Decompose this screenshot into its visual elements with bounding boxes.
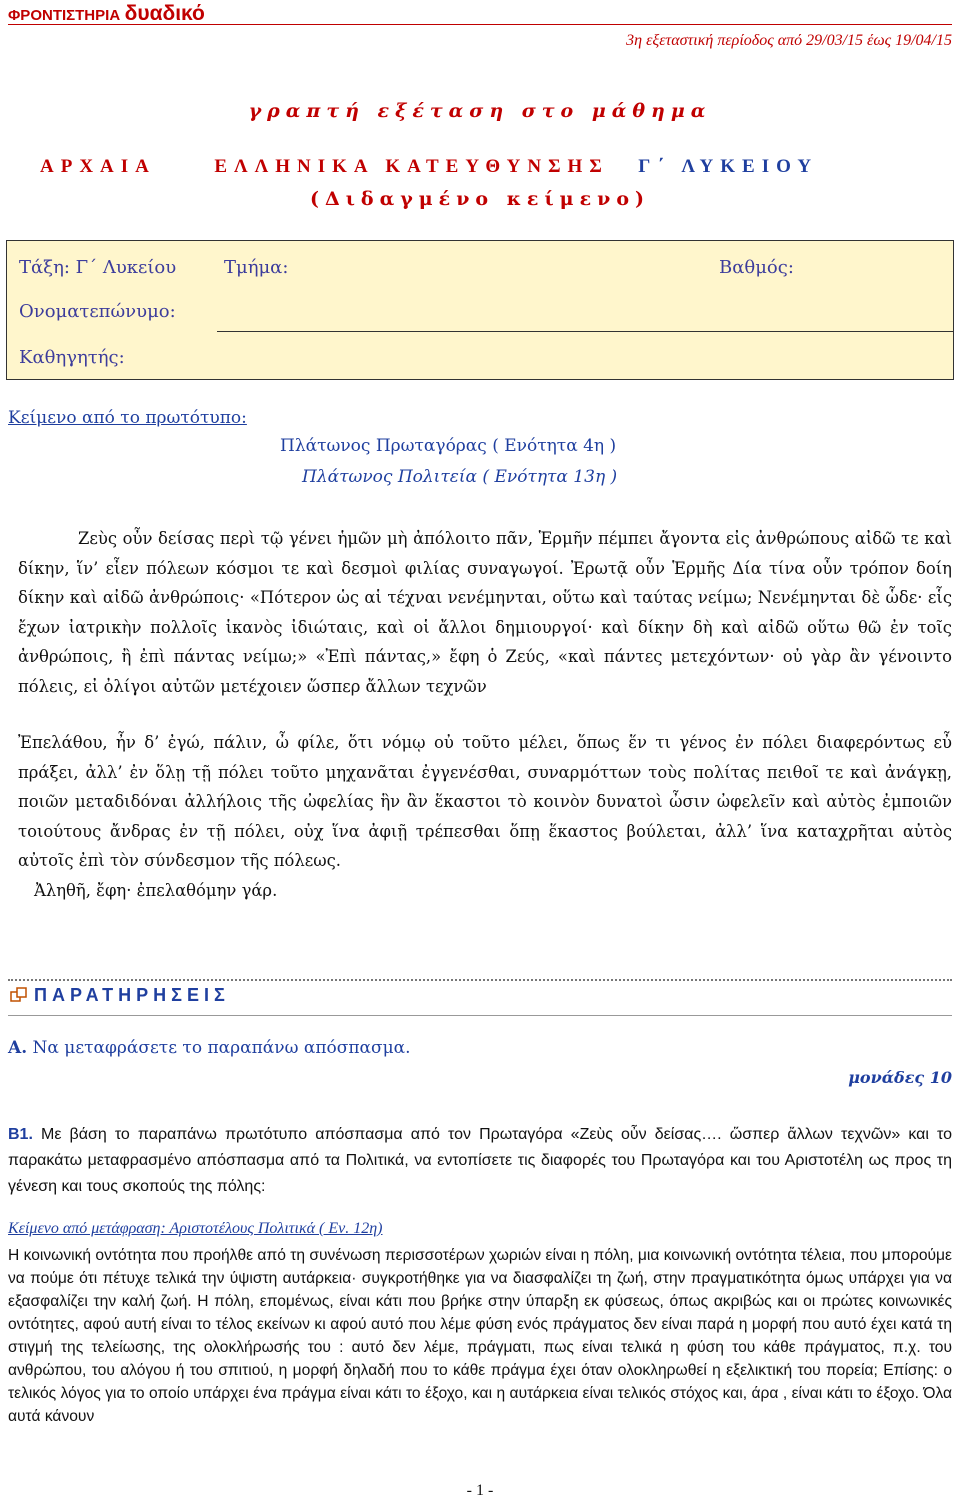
section-divider <box>8 979 952 981</box>
translation-label: Κείμενο από μετάφραση: Αριστοτέλους Πολιτικά ( Εν. 12η) <box>8 1220 383 1237</box>
source-item-2: Πλάτωνος Πολιτεία ( Ενότητα 13η ) <box>302 467 618 487</box>
subject-line <box>40 156 940 178</box>
subject-subtitle: (Διδαγμένο κείμενο) <box>310 188 650 210</box>
question-b1-label: Β1. <box>8 1126 33 1143</box>
translation-text: Η κοινωνική οντότητα που προήλθε από τη συνένωση περισσοτέρων χωριών είναι η πόλη, μια κοινωνική οντότητα τέλεια, που μπορούμε να πούμε ότι πέτυχε τελικά την ύψιστη αυτάρκεια· συγκροτήθηκε για να διασφαλίζει τη ζωή, στην πραγματικότητα όμως υπάρχει για να εξασφαλίζει την καλή ζωή. Η πόλη, επομένως, είναι κάτι που βρήκε στην ύπαρξη εκ φύσεως, όπως ακριβώς και οι πρώτες κοινωνικές οντότητες, αφού αυτή είναι το τέλος εκείνων κι αφού αυτό που λέμε φύση ενός πράγματος δεν είναι παρά η μορφή που αυτό έχει κατά τη στιγμή της τελείωσης, της ολοκλήρωσής του : αυτό δεν λέμε, πράγματι, πως είναι τελικά η φύση του κάθε πράγματος, π.χ. του ανθρώπου, του αλόγου ή του σπιτιού, η μορφή δηλαδή που το κάθε πράγμα έχει όταν ολοκληρωθεί η εξελικτική του πορεία; Επίσης: ο τελικός λόγος για το οποίο υπάρχει ένα πράγμα είναι κάτι το έξοχο, και η αυτάρκεια είναι τελικός στόχος και, άρα , είναι κάτι το έξοχο. Όλα αυτά κάνουν <box>8 1247 952 1425</box>
greek-paragraph-1: Ζεὺς οὖν δείσας περὶ τῷ γένει ἡμῶν μὴ ἀπόλοιτο πᾶν, Ἑρμῆν πέμπει ἄγοντα εἰς ἀνθρώπους αἰδῶ τε καὶ δίκην, ἵν’ εἶεν πόλεων κόσμοι τε καὶ δεσμοὶ φιλίας συναγωγοί. Ἐρωτᾷ οὖν Ἑρμῆς Δία τίνα οὖν τρόπον δοίη δίκην καὶ αἰδῶ ἀνθρώποις· «Πότερον ὡς αἱ τέχναι νενέμηνται, οὕτω καὶ ταύτας νείμω; Νενέμηνται δὲ ὧδε· εἷς ἔχων ἰατρικὴν πολλοῖς ἱκανὸς ἰδιώταις, καὶ οἱ ἄλλοι δημιουργοί· καὶ δίκην δὴ καὶ αἰδῶ οὕτω θῶ ἐν τοῖς ἀνθρώποις, ἢ ἐπὶ πάντας νείμω;» «Ἐπὶ πάντας,» ἔφη ὁ Ζεύς, «καὶ πάντες μετεχόντων· οὐ γὰρ ἂν γένοιντο πόλεις, εἰ ὀλίγοι αὐτῶν μετέχοιεν ὥσπερ ἄλλων τεχνῶν <box>18 529 952 696</box>
brand-big: δυαδικό <box>124 2 205 25</box>
brand-logo <box>8 2 205 26</box>
section-label[interactable]: Τμήμα: <box>224 257 289 278</box>
question-a <box>8 1038 411 1058</box>
question-a-marks: μονάδες 10 <box>848 1068 952 1087</box>
subject-left: ΑΡΧΑΙΑ <box>40 156 155 177</box>
question-b1 <box>8 1122 952 1200</box>
greek-passage-2 <box>18 728 952 906</box>
pages-icon <box>10 987 28 1003</box>
page-number: - 1 - <box>466 1482 494 1499</box>
brand-small: ΦΡΟΝΤΙΣΤΗΡΙΑ <box>8 7 121 24</box>
name-label[interactable]: Ονοματεπώνυμο: <box>19 301 176 322</box>
observations-underline <box>8 1015 952 1016</box>
name-field-line[interactable] <box>217 331 953 332</box>
teacher-label[interactable]: Καθηγητής: <box>19 347 125 368</box>
source-item-1: Πλάτωνος Πρωταγόρας ( Ενότητα 4η ) <box>280 436 617 456</box>
source-label: Κείμενο από το πρωτότυπο: <box>8 408 247 428</box>
header-divider <box>8 24 952 25</box>
question-a-label: Α. <box>8 1038 28 1058</box>
greek-paragraph-3: Ἀληθῆ, ἔφη· ἐπελαθόμην γάρ. <box>34 880 278 900</box>
greek-paragraph-2: Ἐπελάθου, ἦν δ’ ἐγώ, πάλιν, ὦ φίλε, ὅτι νόμῳ οὐ τοῦτο μέλει, ὅπως ἕν τι γένος ἐν πόλει διαφερόντως εὖ πράξει, ἀλλ’ ἐν ὅλῃ τῇ πόλει τοῦτο μηχανᾶται ἐγγενέσθαι, συναρμόττων τοὺς πολίτας πειθοῖ τε καὶ ἀνάγκῃ, ποιῶν μεταδιδόναι ἀλλήλοις τῆς ὠφελίας ἣν ἂν ἕκαστοι τὸ κοινὸν δυνατοὶ ὦσιν ὠφελεῖν καὶ αὐτὸς ἐμποιῶν τοιούτους ἄνδρας ἐν τῇ πόλει, οὐχ ἵνα ἀφιῇ τρέπεσθαι ὅπῃ ἕκαστος βούλεται, ἀλλ’ ἵνα καταχρῆται αὐτὸς αὐτοῖς ἐπὶ τὸν σύνδεσμον τῆς πόλεως. <box>18 733 952 871</box>
student-info-box <box>6 240 954 380</box>
question-b1-text: Με βάση το παραπάνω πρωτότυπο απόσπασμα από τον Πρωταγόρα «Ζεὺς οὖν δείσας…. ὥσπερ ἄλλων τεχνῶν» και το παρακάτω μεταφρασμένο απόσπασμα από τα Πολιτικά, να εντοπίσετε τις διαφορές του Πρωταγόρα και του Αριστοτέλη ως προς τη γένεση και τους σκοπούς της πόλης: <box>8 1126 952 1195</box>
subject-right: Γ΄ ΛΥΚΕΙΟΥ <box>638 156 819 177</box>
exam-period: 3η εξεταστική περίοδος από 29/03/15 έως 19/04/15 <box>626 32 952 49</box>
question-a-text: Να μεταφράσετε το παραπάνω απόσπασμα. <box>32 1038 411 1058</box>
greek-passage-1 <box>18 524 952 702</box>
observations-title: ΠΑΡΑΤΗΡΗΣΕΙΣ <box>34 985 230 1005</box>
observations-heading <box>10 985 230 1006</box>
subject-mid: ΕΛΛΗΝΙΚΑ ΚΑΤΕΥΘΥΝΣΗΣ <box>214 156 609 177</box>
exam-title: γραπτή εξέταση στο μάθημα <box>248 100 712 122</box>
grade-label[interactable]: Βαθμός: <box>719 257 794 278</box>
class-label: Τάξη: Γ΄ Λυκείου <box>19 257 177 278</box>
